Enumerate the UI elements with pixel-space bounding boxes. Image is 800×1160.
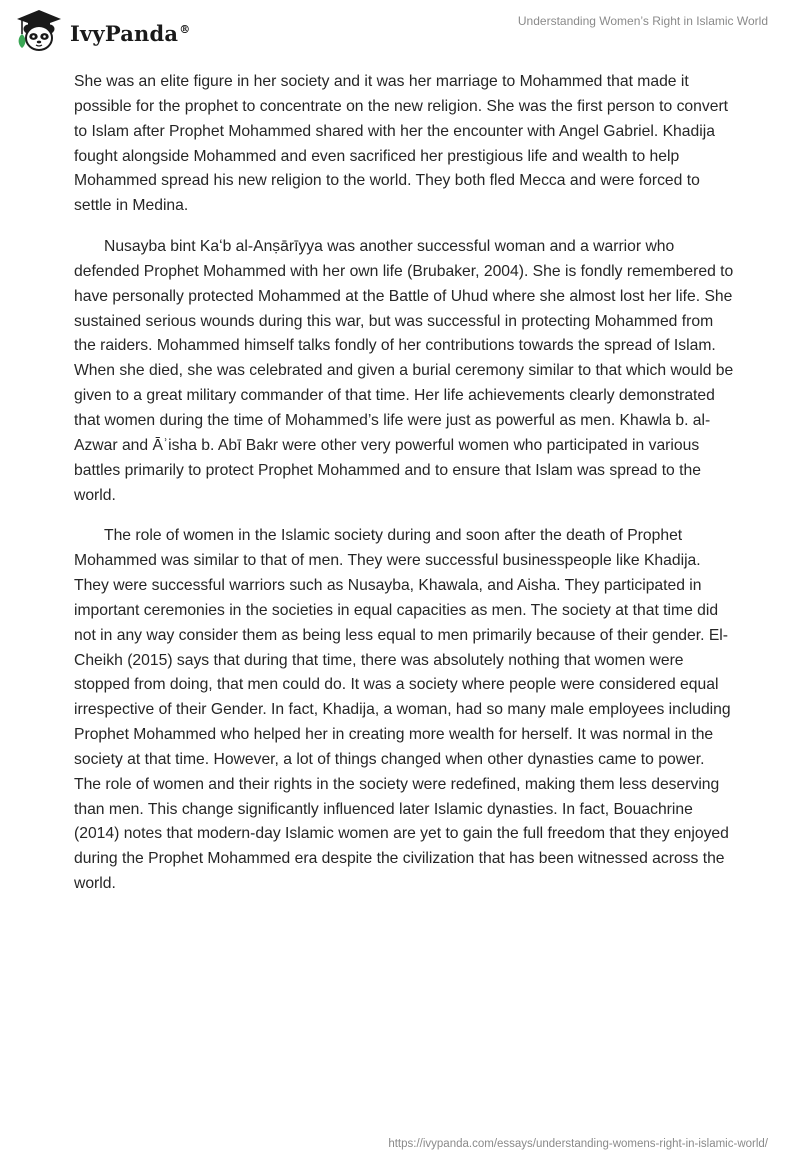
paragraph-3: The role of women in the Islamic society during and soon after the death of Prophet Mohammed was similar to that of men. They were successful businesspeople like Khadija. They were successful warriors such as Nusayba, Khawala, and Aisha. They participated in important ceremonies in the societies in equal capacities as men. The society at that time did not in any way consider them as being less equal to men primarily because of their gender. El-Cheikh (2015) says that during that time, there was absolutely nothing that women were stopped from doing, that men could do. It was a society where people were considered equal irrespective of their Gender. In fact, Khadija, a woman, had so many male employees including Prophet Mohammed who helped her in creating more wealth for herself. It was normal in the society at that time. However, a lot of things changed when other dynasties came to power. The role of women and their rights in the society were redefined, making them less deserving than men. This change significantly influenced later Islamic dynasties. In fact, Bouachrine (2014) notes that modern-day Islamic women are yet to gain the full freedom that they enjoyed during the Prophet Mohammed era despite the civilization that has been witnessed across the world.: [74, 527, 731, 893]
panda-graduate-icon: [14, 8, 64, 54]
paragraph-1: She was an elite figure in her society and it was her marriage to Mohammed that made it possible for the prophet to concentrate on the new religion. She was the first person to convert to Islam after Prophet Mohammed shared with her the encounter with Angel Gabriel. Khadija fought alongside Mohammed and even sacrificed her prestigious life and wealth to help Mohammed spread his new religion to the world. They both fled Mecca and were forced to settle in Medina.: [74, 73, 729, 215]
paragraph-2: Nusayba bint Kaʻb al-Anṣārīyya was another successful woman and a warrior who defended Prophet Mohammed with her own life (Brubaker, 2004). She is fondly remembered to have personally protected Mohammed at the Battle of Uhud where she almost lost her life. She sustained serious wounds during this war, but was successful in protecting Mohammed from the raiders. Mohammed himself talks fondly of her contributions towards the spread of Islam. When she died, she was celebrated and given a burial ceremony similar to that which would be given to a great military commander of that time. Her life achievements clearly demonstrated that women during the time of Mohammed’s life were just as powerful as men. Khawla b. al-Azwar and Āʾisha b. Abī Bakr were other very powerful women who participated in various battles primarily to protect Prophet Mohammed and to ensure that Islam was spread to the world.: [74, 238, 734, 504]
source-url[interactable]: https://ivypanda.com/essays/understanding-womens-right-in-islamic-world/: [388, 1138, 768, 1150]
ivypanda-logo[interactable]: [14, 8, 190, 54]
registered-mark: ®: [179, 22, 191, 36]
page-header: [0, 0, 800, 64]
document-title: Understanding Women’s Right in Islamic World: [517, 14, 768, 28]
essay-body: [74, 70, 734, 913]
brand-name: IvyPanda®: [70, 20, 191, 46]
